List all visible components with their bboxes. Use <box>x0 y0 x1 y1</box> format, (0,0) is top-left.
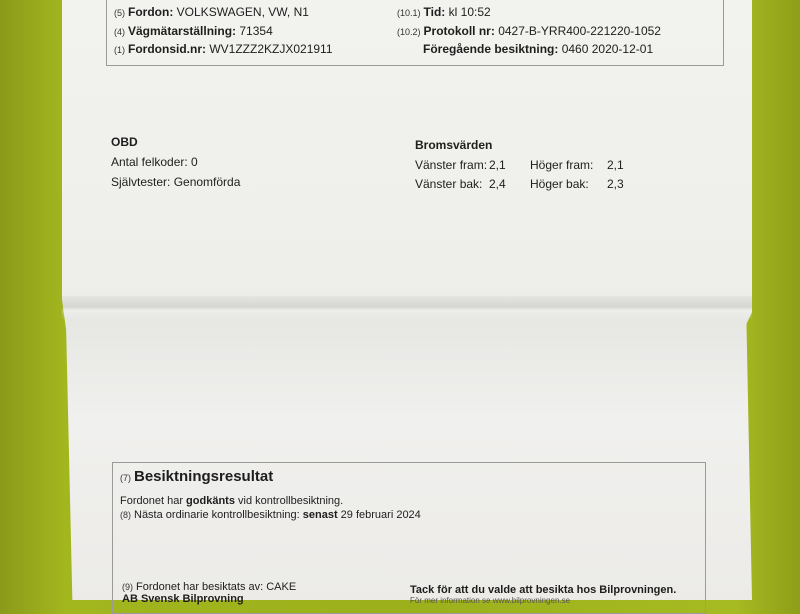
brake-left-rear-value: 2,4 <box>489 177 506 191</box>
obd-fault-codes: Antal felkoder: 0 <box>111 155 198 169</box>
company-name: AB Svensk Bilprovning <box>122 593 244 605</box>
result-heading: (7) Besiktningsresultat <box>120 468 274 485</box>
next-inspection-line: (8) Nästa ordinarie kontrollbesiktning: senast 29 februari 2024 <box>120 509 421 521</box>
vehicle-id-row: (1) Fordonsid.nr: WV1ZZZ2KZJX021911 <box>114 42 333 56</box>
inspected-by-line: (9) Fordonet har besiktats av: CAKE <box>122 581 297 593</box>
previous-inspection-row: Föregående besiktning: 0460 2020-12-01 <box>423 42 654 56</box>
result-approved-line: Fordonet har godkänts vid kontrollbesiktning. <box>120 495 344 507</box>
brakes-title: Bromsvärden <box>415 138 493 152</box>
time-row: (10.1) Tid: kl 10:52 <box>397 5 491 19</box>
obd-title: OBD <box>111 135 138 149</box>
brake-left-front-label: Vänster fram: <box>415 158 488 172</box>
brake-left-rear-label: Vänster bak: <box>415 177 483 191</box>
brake-right-front-value: 2,1 <box>607 158 624 172</box>
brake-left-front-value: 2,1 <box>489 158 506 172</box>
paper-fold <box>62 296 752 320</box>
brake-right-rear-value: 2,3 <box>607 177 624 191</box>
thanks-text: Tack för att du valde att besikta hos Bilprovningen. <box>410 584 677 596</box>
odometer-row: (4) Vägmätarställning: 71354 <box>114 24 273 38</box>
obd-self-tests: Självtester: Genomförda <box>111 175 241 189</box>
brake-right-front-label: Höger fram: <box>530 158 594 172</box>
info-text: För mer information se www.bilprovningen.se <box>410 596 571 605</box>
protocol-row: (10.2) Protokoll nr: 0427-B-YRR400-221220-1052 <box>397 24 661 38</box>
vehicle-make-row: (5) Fordon: VOLKSWAGEN, VW, N1 <box>114 5 309 19</box>
brake-right-rear-label: Höger bak: <box>530 177 589 191</box>
